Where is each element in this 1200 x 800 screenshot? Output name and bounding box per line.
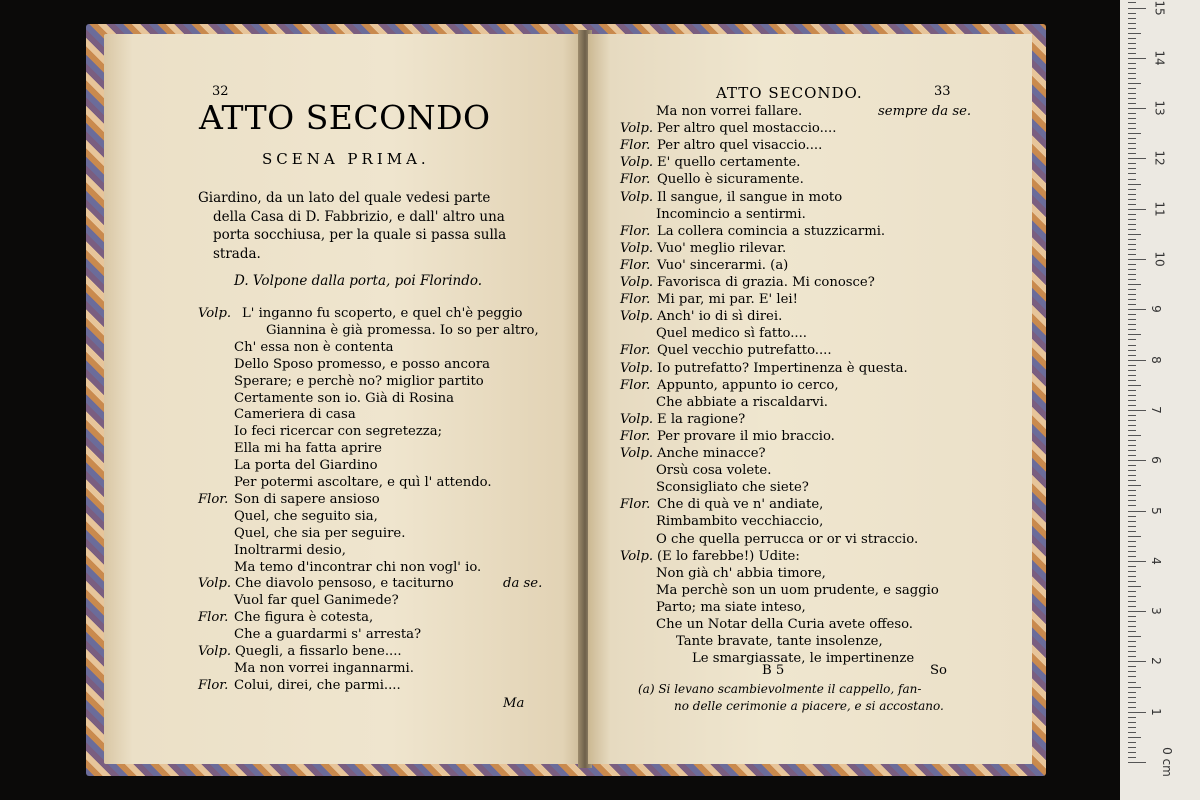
ruler-tick [1128, 712, 1146, 713]
ruler-tick [1128, 621, 1136, 622]
ruler-tick [1128, 319, 1136, 320]
dialogue-line: Mi par, mi par. E' lei! [657, 292, 798, 308]
speaker-label: Flor. [198, 677, 229, 693]
ruler-number: 2 [1148, 657, 1163, 666]
ruler-tick [1128, 309, 1146, 310]
ruler-tick [1128, 455, 1136, 456]
act-title: ATTO SECONDO [199, 98, 491, 137]
ruler-tick [1128, 666, 1136, 667]
ruler-tick [1128, 214, 1136, 215]
ruler-number: 7 [1148, 406, 1163, 414]
ruler-tick [1128, 269, 1136, 270]
ruler-tick [1128, 380, 1136, 381]
ruler-tick [1128, 687, 1141, 688]
ruler-tick [1128, 158, 1146, 159]
ruler-tick [1128, 8, 1146, 9]
ruler-tick [1128, 671, 1136, 672]
ruler-number: 11 [1152, 201, 1167, 217]
speaker-label: Flor. [198, 491, 229, 507]
ruler-tick [1128, 360, 1146, 361]
dialogue-line: Che a guardarmi s' arresta? [234, 627, 422, 643]
ruler-tick [1128, 279, 1136, 280]
ruler-tick [1128, 500, 1136, 501]
ruler-tick [1128, 13, 1136, 14]
ruler-tick [1128, 661, 1146, 662]
dialogue-line: Vuo' sincerarmi. (a) [657, 257, 789, 273]
dialogue-line: Sperare; e perchè no? miglior partito [234, 373, 484, 389]
ruler-tick [1128, 531, 1136, 532]
ruler-tick [1128, 33, 1141, 34]
speaker-label: Flor. [620, 172, 651, 188]
ruler-tick [1128, 123, 1136, 124]
ruler-tick [1128, 199, 1136, 200]
dialogue-line: Per altro quel mostaccio.... [657, 121, 837, 137]
ruler-tick [1128, 747, 1136, 748]
ruler-tick [1128, 334, 1141, 335]
ruler-tick [1128, 209, 1146, 210]
dialogue-line: Ella mi ha fatta aprire [234, 441, 382, 457]
ruler-tick [1128, 641, 1136, 642]
speaker-label: Volp. [620, 155, 654, 171]
ruler-tick [1128, 23, 1136, 24]
dialogue-line: Ma perchè son un uom prudente, e saggio [656, 582, 939, 598]
ruler-number: 4 [1148, 556, 1163, 565]
description-line: della Casa di D. Fabbrizio, e dall' altro una [213, 208, 505, 225]
ruler-tick [1128, 702, 1136, 703]
dialogue-line: Inoltrarmi desio, [234, 542, 346, 558]
ruler-tick [1128, 475, 1136, 476]
ruler-tick [1128, 732, 1136, 733]
ruler-tick [1128, 390, 1136, 391]
speaker-label: Volp. [620, 446, 654, 461]
left-catchword: Ma [503, 696, 525, 711]
description-line: strada. [213, 245, 261, 262]
dialogue-line: Che diavolo pensoso, e taciturno [235, 576, 454, 592]
ruler-tick [1128, 591, 1136, 592]
ruler-tick [1128, 259, 1146, 260]
dialogue-line: Quel, che seguito sia, [234, 508, 378, 524]
ruler-tick [1128, 83, 1141, 84]
ruler-number: 5 [1148, 506, 1163, 515]
ruler-tick [1128, 118, 1136, 119]
ruler-tick [1128, 88, 1136, 89]
ruler-tick [1128, 163, 1136, 164]
footnote-line-1: (a) Si levano scambievolmente il cappello, fan- [638, 682, 922, 696]
ruler-tick [1128, 511, 1146, 512]
speaker-label: Flor. [198, 610, 229, 626]
dialogue-line: Io feci ricercar con segretezza; [234, 424, 443, 440]
right-page-number: 33 [934, 84, 951, 99]
dialogue-line: Ch' essa non è contenta [234, 339, 394, 355]
ruler-tick [1128, 370, 1136, 371]
ruler-tick [1128, 722, 1136, 723]
ruler-tick [1128, 78, 1136, 79]
ruler-tick [1128, 465, 1136, 466]
ruler-tick [1128, 505, 1136, 506]
signature-mark: B 5 [762, 663, 785, 678]
ruler-tick [1128, 53, 1136, 54]
speaker-label: Flor. [620, 497, 651, 513]
ruler-tick [1128, 485, 1141, 486]
footnote-line-2: no delle cerimonie a piacere, e si accostano. [674, 699, 944, 713]
ruler-tick [1128, 626, 1136, 627]
dialogue-line: Io putrefatto? Impertinenza è questa. [657, 360, 908, 376]
ruler-tick [1128, 425, 1136, 426]
ruler-tick [1128, 551, 1136, 552]
dialogue-line: Quello è sicuramente. [657, 172, 804, 188]
ruler-tick [1128, 365, 1136, 366]
ruler-tick [1128, 108, 1146, 109]
ruler-tick [1128, 571, 1136, 572]
ruler-tick [1128, 375, 1136, 376]
speaker-label: Volp. [620, 360, 654, 376]
ruler-tick [1128, 179, 1136, 180]
dialogue-line: Anch' io di sì direi. [657, 309, 783, 325]
ruler-tick [1128, 73, 1136, 74]
ruler-tick [1128, 546, 1136, 547]
dialogue-line: Appunto, appunto io cerco, [657, 377, 839, 393]
ruler-tick [1128, 43, 1136, 44]
dialogue-line: Ma non vorrei ingannarmi. [234, 660, 414, 676]
ruler-tick [1128, 173, 1136, 174]
ruler-tick [1128, 606, 1136, 607]
ruler-tick [1128, 697, 1136, 698]
ruler-tick [1128, 93, 1136, 94]
ruler-number: 13 [1152, 100, 1167, 116]
speaker-label: Flor. [620, 223, 651, 239]
speaker-label: Volp. [620, 411, 654, 427]
ruler-tick [1128, 395, 1136, 396]
ruler-number: 10 [1152, 251, 1167, 267]
ruler-tick [1128, 2, 1136, 3]
ruler-tick [1128, 204, 1136, 205]
ruler-tick [1128, 526, 1136, 527]
ruler-number: 14 [1152, 50, 1167, 66]
ruler-tick [1128, 727, 1136, 728]
cast-line: D. Volpone dalla porta, poi Florindo. [234, 273, 483, 289]
ruler-tick [1128, 470, 1136, 471]
dialogue-line: Giannina è già promessa. Io so per altro, [266, 322, 539, 338]
ruler-tick [1128, 516, 1136, 517]
ruler-tick [1128, 566, 1136, 567]
dialogue-line: Colui, direi, che parmi.... [234, 677, 401, 693]
dialogue-line: Quel vecchio putrefatto.... [657, 343, 832, 359]
ruler-tick [1128, 410, 1146, 411]
ruler-tick [1128, 18, 1136, 19]
ruler-tick [1128, 405, 1136, 406]
ruler-number: 0 cm [1159, 747, 1174, 777]
ruler-tick [1128, 345, 1136, 346]
dialogue-line: Ma non vorrei fallare. [656, 104, 803, 119]
ruler-tick [1128, 420, 1136, 421]
ruler-tick [1128, 28, 1136, 29]
ruler-tick [1128, 284, 1141, 285]
ruler-tick [1128, 68, 1136, 69]
ruler-number: 1 [1148, 707, 1163, 716]
ruler-tick [1128, 762, 1146, 763]
stage-aside: da se. [503, 576, 543, 592]
ruler-tick [1128, 133, 1141, 134]
right-catchword: So [930, 663, 947, 678]
dialogue-line: E la ragione? [657, 411, 746, 427]
ruler-tick [1128, 244, 1136, 245]
ruler-tick [1128, 561, 1146, 562]
dialogue-line: E' quello certamente. [657, 155, 801, 171]
dialogue-line: Certamente son io. Già di Rosina [234, 390, 455, 406]
ruler-tick [1128, 636, 1141, 637]
dialogue-line: Dello Sposo promesso, e posso ancora [234, 356, 491, 372]
ruler-tick [1128, 329, 1136, 330]
ruler-tick [1128, 616, 1136, 617]
dialogue-line: Non già ch' abbia timore, [656, 565, 826, 581]
ruler-tick [1128, 651, 1136, 652]
ruler-tick [1128, 752, 1136, 753]
ruler-number: 15 [1152, 0, 1167, 16]
ruler-tick [1128, 48, 1136, 49]
speaker-label: Volp. [620, 275, 654, 290]
ruler-tick [1128, 189, 1136, 190]
running-head: ATTO SECONDO. [716, 84, 863, 102]
ruler-tick [1128, 521, 1136, 522]
ruler-tick [1128, 224, 1136, 225]
left-page-number: 32 [212, 84, 229, 99]
dialogue-line: Che figura è cotesta, [234, 610, 374, 626]
ruler-tick [1128, 676, 1136, 677]
ruler-tick [1128, 385, 1141, 386]
ruler-number: 6 [1148, 456, 1163, 465]
dialogue-line: Per altro quel visaccio.... [657, 138, 823, 154]
ruler-tick [1128, 646, 1136, 647]
ruler-tick [1128, 58, 1146, 59]
stage-aside: sempre da se. [878, 104, 972, 119]
dialogue-line: Vuol far quel Ganimede? [234, 593, 399, 609]
dialogue-line: La collera comincia a stuzzicarmi. [657, 223, 886, 239]
ruler-tick [1128, 324, 1136, 325]
scene-heading: SCENA PRIMA. [262, 150, 430, 168]
ruler-tick [1128, 450, 1136, 451]
ruler-tick [1128, 581, 1136, 582]
ruler-tick [1128, 430, 1136, 431]
dialogue-line: (E lo farebbe!) Udite: [657, 548, 800, 564]
ruler-tick [1128, 576, 1136, 577]
dialogue-line: Quel, che sia per seguire. [234, 525, 406, 541]
ruler-tick [1128, 601, 1136, 602]
dialogue-line: Che di quà ve n' andiate, [657, 497, 824, 513]
ruler-tick [1128, 339, 1136, 340]
ruler-tick [1128, 294, 1136, 295]
dialogue-line: Parto; ma siate inteso, [656, 599, 806, 615]
ruler-tick [1128, 249, 1136, 250]
ruler-tick [1128, 757, 1136, 758]
ruler-tick [1128, 239, 1136, 240]
dialogue-line: Sconsigliato che siete? [656, 480, 809, 496]
dialogue-line: Per provare il mio braccio. [657, 428, 835, 444]
ruler-number: 12 [1152, 150, 1167, 167]
ruler-tick [1128, 400, 1136, 401]
ruler-tick [1128, 314, 1136, 315]
ruler-tick [1128, 153, 1136, 154]
ruler-tick [1128, 707, 1136, 708]
dialogue-line: Orsù cosa volete. [656, 463, 772, 479]
ruler-number: 8 [1148, 355, 1163, 364]
ruler-tick [1128, 611, 1146, 612]
ruler-tick [1128, 289, 1136, 290]
ruler-tick [1128, 299, 1136, 300]
description-line: Giardino, da un lato del quale vedesi parte [198, 190, 491, 206]
ruler-tick [1128, 38, 1136, 39]
speaker-label: Volp. [620, 121, 654, 137]
speaker-label: Volp. [198, 576, 232, 592]
dialogue-line: Quel medico sì fatto.... [656, 326, 807, 342]
dialogue-line: L' inganno fu scoperto, e quel ch'è peggio [242, 306, 523, 321]
ruler-tick [1128, 355, 1136, 356]
ruler-tick [1128, 541, 1136, 542]
ruler-tick [1128, 274, 1136, 275]
dialogue-line: Le smargiassate, le impertinenze [692, 651, 915, 667]
ruler-tick [1128, 480, 1136, 481]
ruler-tick [1128, 556, 1136, 557]
ruler-number: 9 [1148, 305, 1163, 314]
speaker-label: Flor. [620, 377, 651, 393]
dialogue-line: Incomincio a sentirmi. [656, 206, 806, 222]
speaker-label: Volp. [620, 548, 654, 564]
dialogue-line: O che quella perrucca or or vi straccio. [656, 531, 919, 547]
dialogue-line: La porta del Giardino [234, 458, 378, 474]
speaker-label: Volp. [620, 309, 654, 325]
ruler-tick [1128, 596, 1136, 597]
dialogue-line: Anche minacce? [657, 446, 766, 461]
speaker-label: Flor. [620, 292, 651, 308]
ruler-tick [1128, 717, 1136, 718]
ruler-tick [1128, 460, 1146, 461]
measuring-ruler [1120, 0, 1200, 800]
ruler-tick [1128, 490, 1136, 491]
speaker-label: Volp. [620, 240, 654, 256]
ruler-tick [1128, 440, 1136, 441]
ruler-tick [1128, 194, 1136, 195]
dialogue-line: Che abbiate a riscaldarvi. [656, 394, 828, 410]
speaker-label: Volp. [198, 644, 232, 659]
dialogue-line: Quegli, a fissarlo bene.... [235, 644, 402, 659]
ruler-tick [1128, 148, 1136, 149]
dialogue-line: Che un Notar della Curia avete offeso. [656, 617, 913, 632]
dialogue-line: Per potermi ascoltare, e quì l' attendo. [234, 475, 492, 490]
ruler-tick [1128, 586, 1141, 587]
ruler-tick [1128, 631, 1136, 632]
ruler-tick [1128, 229, 1136, 230]
ruler-tick [1128, 98, 1136, 99]
dialogue-line: Il sangue, il sangue in moto [657, 189, 843, 205]
ruler-tick [1128, 656, 1136, 657]
ruler-tick [1128, 264, 1136, 265]
ruler-tick [1128, 184, 1141, 185]
ruler-tick [1128, 103, 1136, 104]
ruler-tick [1128, 138, 1136, 139]
dialogue-line: Favorisca di grazia. Mi conosce? [657, 275, 875, 290]
ruler-tick [1128, 445, 1136, 446]
dialogue-line: Son di sapere ansioso [234, 491, 380, 507]
ruler-tick [1128, 350, 1136, 351]
dialogue-line: Ma temo d'incontrar chi non vogl' io. [234, 559, 482, 575]
ruler-tick [1128, 742, 1136, 743]
speaker-label: Flor. [620, 138, 651, 154]
dialogue-line: Cameriera di casa [234, 407, 356, 423]
ruler-tick [1128, 234, 1141, 235]
ruler-tick [1128, 254, 1136, 255]
ruler-tick [1128, 113, 1136, 114]
speaker-label: Flor. [620, 343, 651, 359]
ruler-tick [1128, 692, 1136, 693]
dialogue-line: Rimbambito vecchiaccio, [656, 514, 824, 530]
speaker-label: Flor. [620, 428, 651, 444]
ruler-tick [1128, 168, 1136, 169]
ruler-tick [1128, 495, 1136, 496]
ruler-tick [1128, 737, 1141, 738]
ruler-tick [1128, 128, 1136, 129]
ruler-tick [1128, 63, 1136, 64]
speaker-label: Volp. [620, 189, 654, 205]
ruler-tick [1128, 304, 1136, 305]
ruler-tick [1128, 143, 1136, 144]
ruler-tick [1128, 415, 1136, 416]
ruler-tick [1128, 682, 1136, 683]
description-line: porta socchiusa, per la quale si passa sulla [213, 227, 507, 243]
dialogue-line: Tante bravate, tante insolenze, [676, 634, 883, 650]
ruler-tick [1128, 536, 1141, 537]
ruler-tick [1128, 435, 1141, 436]
ruler-tick [1128, 219, 1136, 220]
dialogue-line: Vuo' meglio rilevar. [657, 240, 787, 256]
ruler-number: 3 [1148, 607, 1163, 615]
speaker-label: Volp. [198, 306, 232, 321]
speaker-label: Flor. [620, 257, 651, 273]
